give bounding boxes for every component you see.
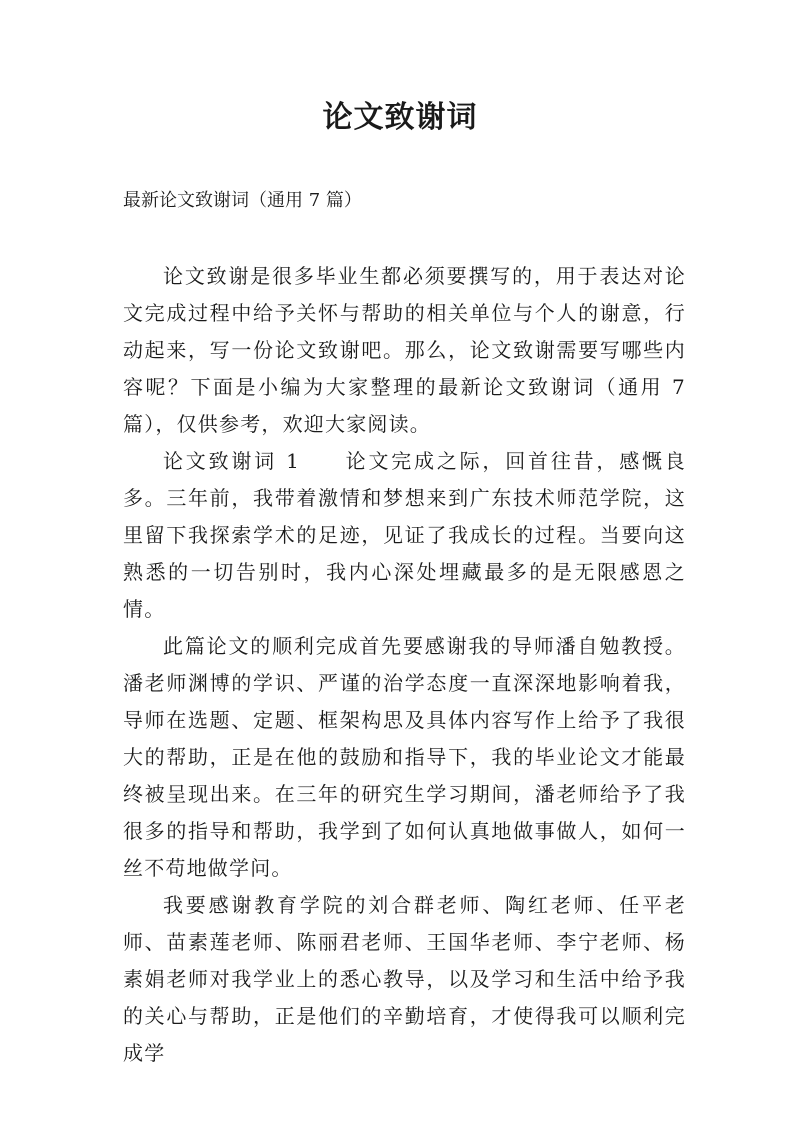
body-paragraph-2: 此篇论文的顺利完成首先要感谢我的导师潘自勉教授。潘老师渊博的学识、严谨的治学态度一直深深地影响着我，导师在选题、定题、框架构思及具体内容写作上给予了我很大的帮助，正是在他的鼓励和指导下，我的毕业论文才能最终被呈现出来。在三年的研究生学习期间，潘老师给予了我很多的指导和帮助，我学到了如何认真地做事做人，如何一丝不苟地做学问。 bbox=[123, 634, 686, 880]
section-1-paragraph bbox=[123, 443, 686, 628]
section-1-heading: 论文致谢词 1 bbox=[163, 449, 301, 473]
document-title: 论文致谢词 bbox=[322, 100, 478, 135]
body-paragraph-3: 我要感谢教育学院的刘合群老师、陶红老师、任平老师、苗素莲老师、陈丽君老师、王国华老师、李宁老师、杨素娟老师对我学业上的悉心教导，以及学习和生活中给予我的关心与帮助，正是他们的辛勤培育，才使得我可以顺利完成学 bbox=[123, 893, 686, 1065]
intro-paragraph: 论文致谢是很多毕业生都必须要撰写的，用于表达对论文完成过程中给予关怀与帮助的相关单位与个人的谢意，行动起来，写一份论文致谢吧。那么，论文致谢需要写哪些内容呢？下面是小编为大家整理的最新论文致谢词（通用 7 篇），仅供参考，欢迎大家阅读。 bbox=[123, 264, 686, 436]
document-body bbox=[123, 258, 686, 1072]
document-subtitle: 最新论文致谢词（通用 7 篇） bbox=[123, 190, 362, 211]
section-1-text: 论文完成之际，回首往昔，感慨良多。三年前，我带着激情和梦想来到广东技术师范学院，这里留下我探索学术的足迹，见证了我成长的过程。当要向这熟悉的一切告别时，我内心深处埋藏最多的是无限感恩之情。 bbox=[123, 449, 687, 621]
